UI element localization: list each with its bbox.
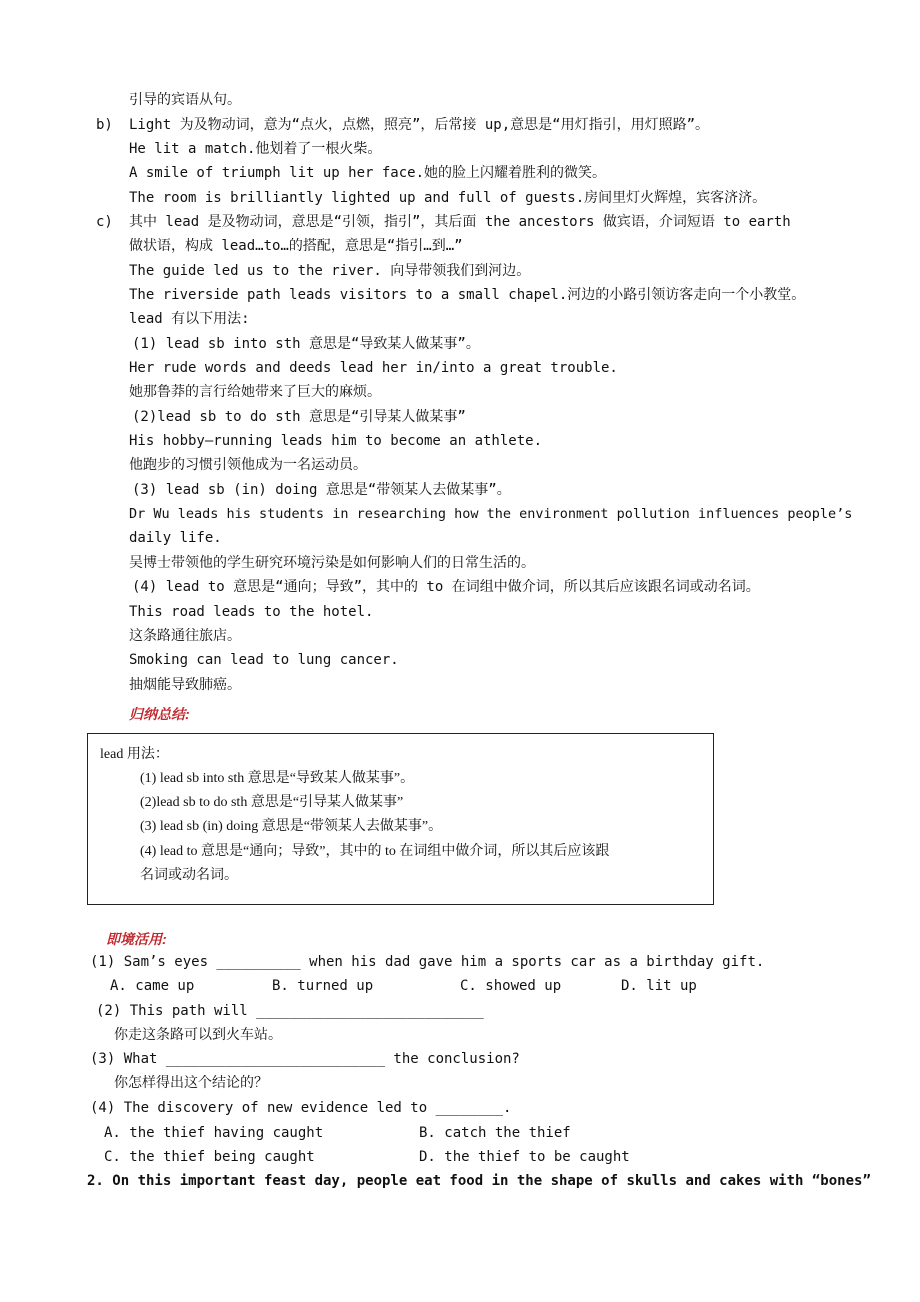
option: D. lit up — [621, 978, 697, 994]
next-item-heading: 2. On this important feast day, people eat food in the shape of skulls and cakes with “bones” — [87, 1173, 871, 1189]
example-line: 抽烟能导致肺癌。 — [129, 677, 241, 693]
usage-line: (2)lead sb to do sth 意思是“引导某人做某事” — [132, 409, 466, 425]
example-line: Dr Wu leads his students in researching how the environment pollution influences people’s — [129, 506, 853, 522]
example-line: 她那鲁莽的言行给她带来了巨大的麻烦。 — [129, 384, 381, 400]
example-line: His hobby—running leads him to become an athlete. — [129, 433, 543, 449]
option: C. showed up — [460, 978, 562, 994]
usage-line: (1) lead sb into sth 意思是“导致某人做某事”。 — [132, 336, 480, 352]
text-line: 做状语，构成 lead…to…的搭配，意思是“指引…到…” — [129, 238, 463, 254]
example-line: Her rude words and deeds lead her in/into a great trouble. — [129, 360, 618, 376]
example-line: The riverside path leads visitors to a small chapel.河边的小路引领访客走向一个小教堂。 — [129, 287, 806, 303]
question-translation: 你走这条路可以到火车站。 — [114, 1027, 282, 1043]
option: C. the thief being caught — [104, 1149, 315, 1165]
example-line: 他跑步的习惯引领他成为一名运动员。 — [129, 457, 367, 473]
question-4: (4) The discovery of new evidence led to ________. — [90, 1100, 512, 1116]
question-translation: 你怎样得出这个结论的？ — [114, 1075, 268, 1091]
text-line: 其中 lead 是及物动词，意思是“引领，指引”，其后面 the ancestors 做宾语，介词短语 to earth — [129, 214, 791, 230]
example-line: Smoking can lead to lung cancer. — [129, 652, 399, 668]
summary-item: (2)lead sb to do sth 意思是“引导某人做某事” — [140, 795, 404, 810]
summary-item: 名词或动名词。 — [140, 868, 238, 883]
usage-line: (4) lead to 意思是“通向；导致”，其中的 to 在词组中做介词，所以其后应该跟名词或动名词。 — [132, 579, 760, 595]
option: B. catch the thief — [419, 1125, 571, 1141]
option: A. the thief having caught — [104, 1125, 324, 1141]
option: B. turned up — [272, 978, 374, 994]
question-3: (3) What __________________________ the conclusion? — [90, 1051, 520, 1067]
practice-heading: 即境活用: — [106, 931, 167, 947]
list-marker-b: b) — [96, 117, 113, 133]
option: A. came up — [110, 978, 195, 994]
summary-item: (4) lead to 意思是“通向；导致”，其中的 to 在词组中做介词，所以其后应该跟 — [140, 844, 610, 859]
example-line: He lit a match.他划着了一根火柴。 — [129, 141, 382, 157]
summary-box — [87, 733, 714, 905]
summary-item: (3) lead sb (in) doing 意思是“带领某人去做某事”。 — [140, 819, 443, 834]
text-line: 引导的宾语从句。 — [129, 92, 241, 108]
summary-title: lead 用法： — [100, 747, 169, 762]
usage-line: (3) lead sb (in) doing 意思是“带领某人去做某事”。 — [132, 482, 511, 498]
example-line: This road leads to the hotel. — [129, 604, 374, 620]
text-line: Light 为及物动词，意为“点火，点燃，照亮”，后常接 up,意思是“用灯指引，用灯照路”。 — [129, 117, 709, 133]
example-line: daily life. — [129, 530, 222, 546]
example-line: The room is brilliantly lighted up and full of guests.房间里灯火辉煌，宾客济济。 — [129, 190, 767, 206]
text-line: lead 有以下用法: — [129, 311, 250, 327]
example-line: The guide led us to the river. 向导带领我们到河边。 — [129, 263, 531, 279]
example-line: 吴博士带领他的学生研究环境污染是如何影响人们的日常生活的。 — [129, 555, 535, 571]
summary-heading: 归纳总结: — [129, 706, 190, 722]
list-marker-c: c) — [96, 214, 113, 230]
example-line: A smile of triumph lit up her face.她的脸上闪耀着胜利的微笑。 — [129, 165, 607, 181]
example-line: 这条路通往旅店。 — [129, 628, 241, 644]
summary-item: (1) lead sb into sth 意思是“导致某人做某事”。 — [140, 771, 415, 786]
question-1: (1) Sam’s eyes __________ when his dad gave him a sports car as a birthday gift. — [90, 954, 765, 970]
question-2: (2) This path will ___________________________ — [96, 1003, 484, 1019]
option: D. the thief to be caught — [419, 1149, 630, 1165]
